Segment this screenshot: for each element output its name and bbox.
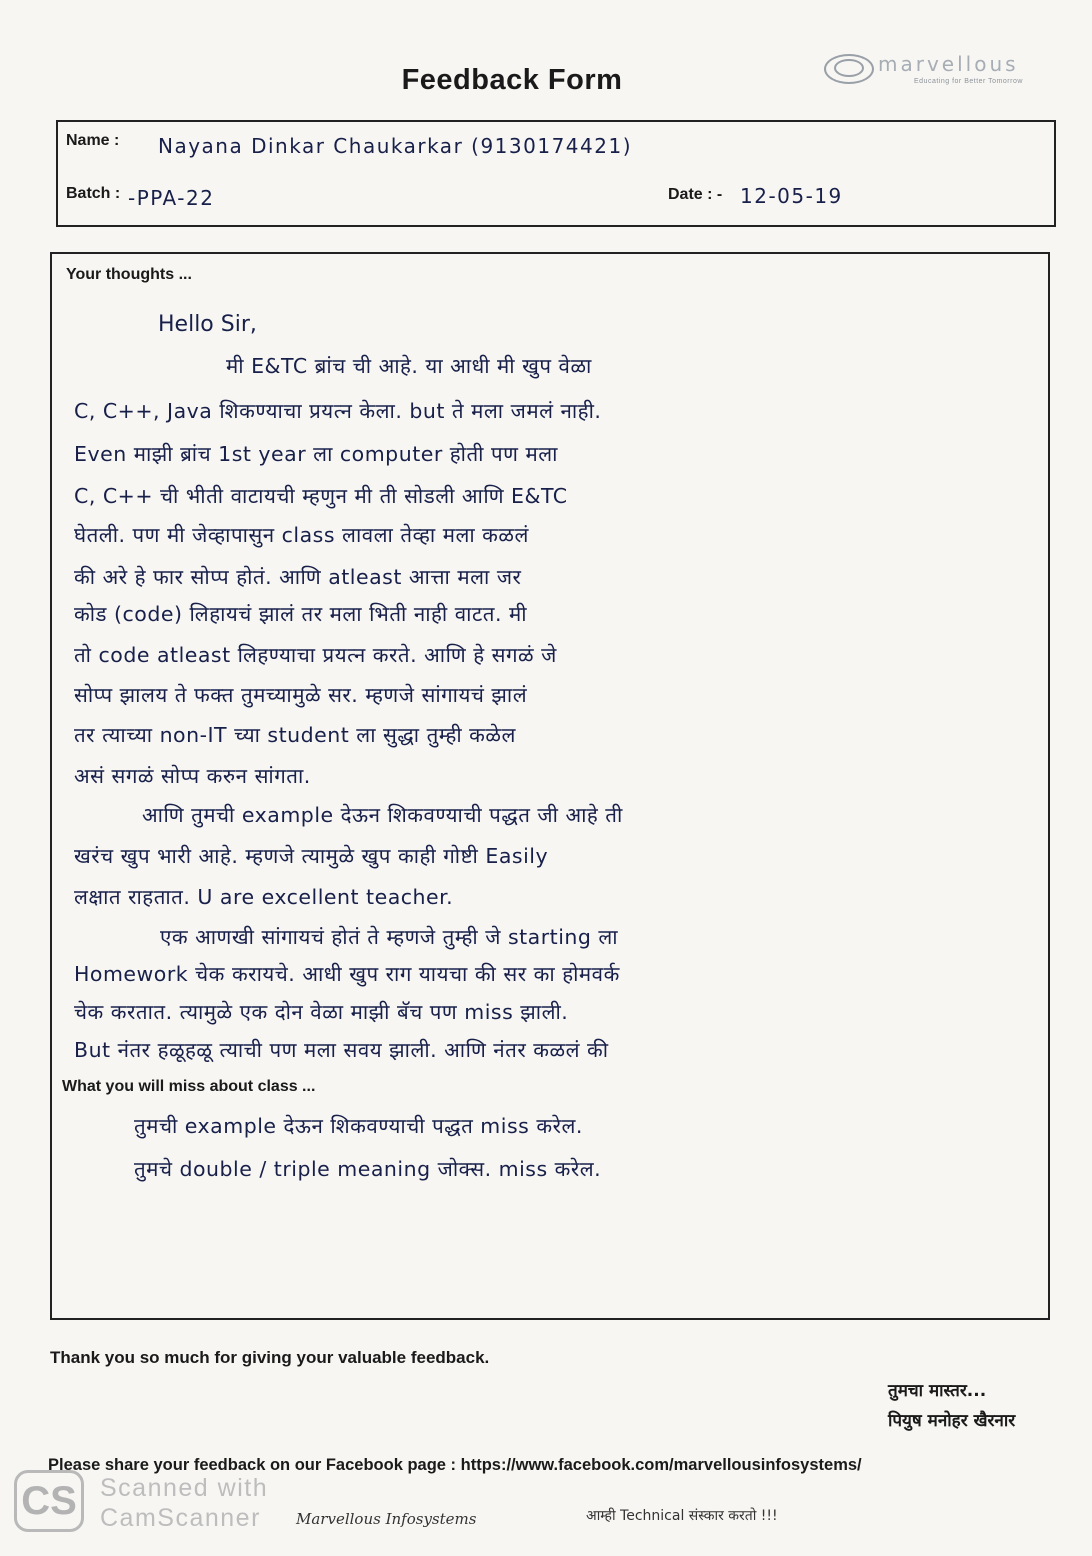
miss-line: तुमचे double / triple meaning जोक्स. miss करेल.: [134, 1157, 602, 1181]
thought-line: तो code atleast लिहण्याचा प्रयत्न करते. आणि हे सगळं जे: [74, 643, 557, 667]
thought-line: Homework चेक करायचे. आधी खुप राग यायचा की सर का होमवर्क: [74, 962, 620, 986]
thought-line: तर त्याच्या non-IT च्या student ला सुद्धा तुम्ही कळेल: [74, 723, 516, 747]
thanks-text: Thank you so much for giving your valuable feedback.: [50, 1348, 490, 1367]
marvellous-logo: [820, 50, 1060, 90]
logo-swirl-inner-icon: [834, 59, 864, 77]
thought-line: मी E&TC ब्रांच ची आहे. या आधी मी खुप वेळा: [226, 354, 592, 378]
master-name: पियुष मनोहर खैरनार: [888, 1411, 1016, 1431]
scanner-line-1: Scanned with: [100, 1474, 269, 1502]
date-value: 12-05-19: [740, 184, 843, 208]
batch-label: Batch :: [66, 185, 121, 202]
camscanner-logo-icon: CS: [14, 1470, 84, 1532]
thought-line: खरंच खुप भारी आहे. म्हणजे त्यामुळे खुप काही गोष्टी Easily: [74, 844, 549, 868]
thought-line: आणि तुमची example देऊन शिकवण्याची पद्धत जी आहे ती: [142, 803, 623, 827]
name-label: Name :: [66, 132, 120, 149]
thought-line: की अरे हे फार सोप्प होतं. आणि atleast आत्ता मला जर: [74, 565, 522, 589]
logo-tagline: Educating for Better Tomorrow: [914, 78, 1023, 85]
thought-line: कोड (code) लिहायचं झालं तर मला भिती नाही वाटत. मी: [74, 602, 528, 626]
thought-line: चेक करतात. त्यामुळे एक दोन वेळा माझी बॅच पण miss झाली.: [74, 1000, 569, 1024]
date-label: Date : -: [668, 186, 723, 203]
thought-line: लक्षात राहतात. U are excellent teacher.: [74, 885, 454, 909]
name-value: Nayana Dinkar Chaukarkar (9130174421): [158, 134, 632, 158]
batch-value: -PPA-22: [128, 186, 215, 210]
thought-line: सोप्प झालय ते फक्त तुमच्यामुळे सर. म्हणजे सांगायचं झालं: [74, 683, 528, 707]
logo-brand-text: marvellous: [878, 52, 1019, 76]
thoughts-label: Your thoughts ...: [66, 266, 192, 283]
form-title: Feedback Form: [401, 64, 623, 96]
thought-line: C, C++, Java शिकण्याचा प्रयत्न केला. but ते मला जमलं नाही.: [74, 399, 602, 423]
miss-line: तुमची example देऊन शिकवण्याची पद्धत miss करेल.: [134, 1114, 583, 1138]
thought-line: घेतली. पण मी जेव्हापासुन class लावला तेव्हा मला कळलं: [74, 523, 529, 547]
slogan: आम्ही Technical संस्कार करतो !!!: [586, 1508, 778, 1524]
company-signature: Marvellous Infosystems: [296, 1510, 477, 1528]
thought-line: असं सगळं सोप्प करुन सांगता.: [74, 764, 311, 788]
greeting: Hello Sir,: [158, 312, 257, 337]
master-line: तुमचा मास्तर...: [888, 1381, 987, 1401]
camscanner-watermark: [14, 1470, 304, 1540]
thought-line: Even माझी ब्रांच 1st year ला computer होती पण मला: [74, 442, 558, 466]
miss-label: What you will miss about class ...: [62, 1078, 316, 1095]
scanner-line-2: CamScanner: [100, 1504, 261, 1532]
thought-line: C, C++ ची भीती वाटायची म्हणुन मी ती सोडली आणि E&TC: [74, 484, 568, 508]
thought-line: But नंतर हळूहळू त्याची पण मला सवय झाली. आणि नंतर कळलं की: [74, 1038, 609, 1062]
facebook-share-text: Please share your feedback on our Facebook page : https://www.facebook.com/marvellousinfosystems/: [48, 1456, 862, 1474]
thought-line: एक आणखी सांगायचं होतं ते म्हणजे तुम्ही जे starting ला: [160, 925, 619, 949]
